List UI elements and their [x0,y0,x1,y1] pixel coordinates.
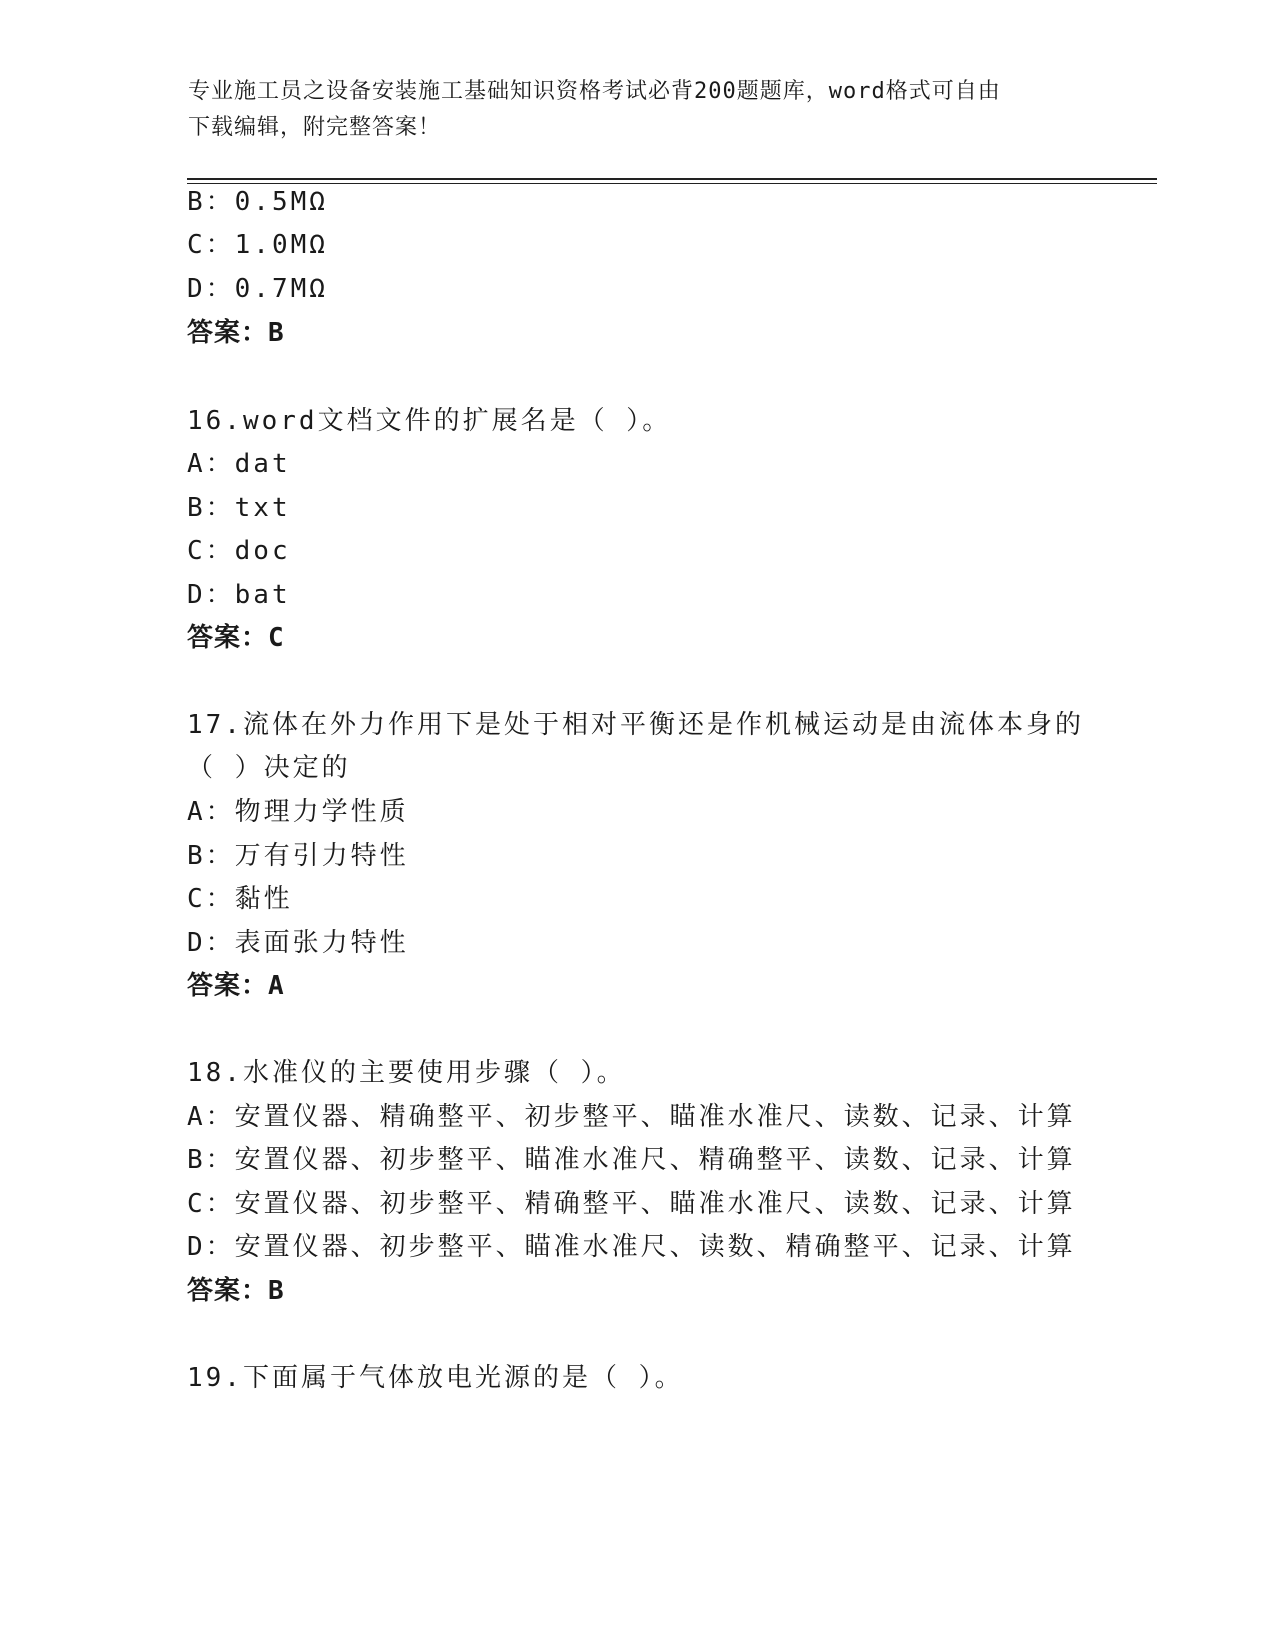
q18-option-a: A：安置仪器、精确整平、初步整平、瞄准水准尺、读数、记录、计算 [187,1102,1076,1132]
q17-question-line-2: （ ）决定的 [187,753,351,783]
q16-answer: 答案：C [187,623,285,653]
q17-question-line-1: 17.流体在外力作用下是处于相对平衡还是作机械运动是由流体本身的 [187,710,1084,740]
q17-option-d: D：表面张力特性 [187,928,409,958]
q15-option-b: B：0.5MΩ [187,187,328,217]
q17-option-a: A：物理力学性质 [187,797,409,827]
q18-option-b: B：安置仪器、初步整平、瞄准水准尺、精确整平、读数、记录、计算 [187,1145,1076,1175]
q16-option-a: A：dat [187,449,291,479]
q16-option-c: C：doc [187,536,291,566]
q18-option-d: D：安置仪器、初步整平、瞄准水准尺、读数、精确整平、记录、计算 [187,1232,1076,1262]
q18-question: 18.水准仪的主要使用步骤（ ）。 [187,1058,626,1088]
q18-answer: 答案：B [187,1276,285,1306]
header-divider-thin [187,183,1157,184]
page-header [188,74,1088,146]
header-title-line-2: 下载编辑，附完整答案！ [188,115,442,140]
q15-answer: 答案：B [187,318,285,348]
q19-question: 19.下面属于气体放电光源的是（ ）。 [187,1363,684,1393]
q17-option-c: C：黏性 [187,884,293,914]
header-title-line-1: 专业施工员之设备安装施工基础知识资格考试必背200题题库，word格式可自由 [188,79,1001,104]
q15-option-d: D：0.7MΩ [187,274,328,304]
q15-option-c: C：1.0MΩ [187,230,328,260]
q16-option-b: B：txt [187,493,291,523]
q16-question: 16.word文档文件的扩展名是（ ）。 [187,406,672,436]
q16-option-d: D：bat [187,580,291,610]
q17-option-b: B：万有引力特性 [187,841,409,871]
q17-answer: 答案：A [187,971,285,1001]
header-divider-thick [187,178,1157,180]
q18-option-c: C：安置仪器、初步整平、精确整平、瞄准水准尺、读数、记录、计算 [187,1189,1076,1219]
